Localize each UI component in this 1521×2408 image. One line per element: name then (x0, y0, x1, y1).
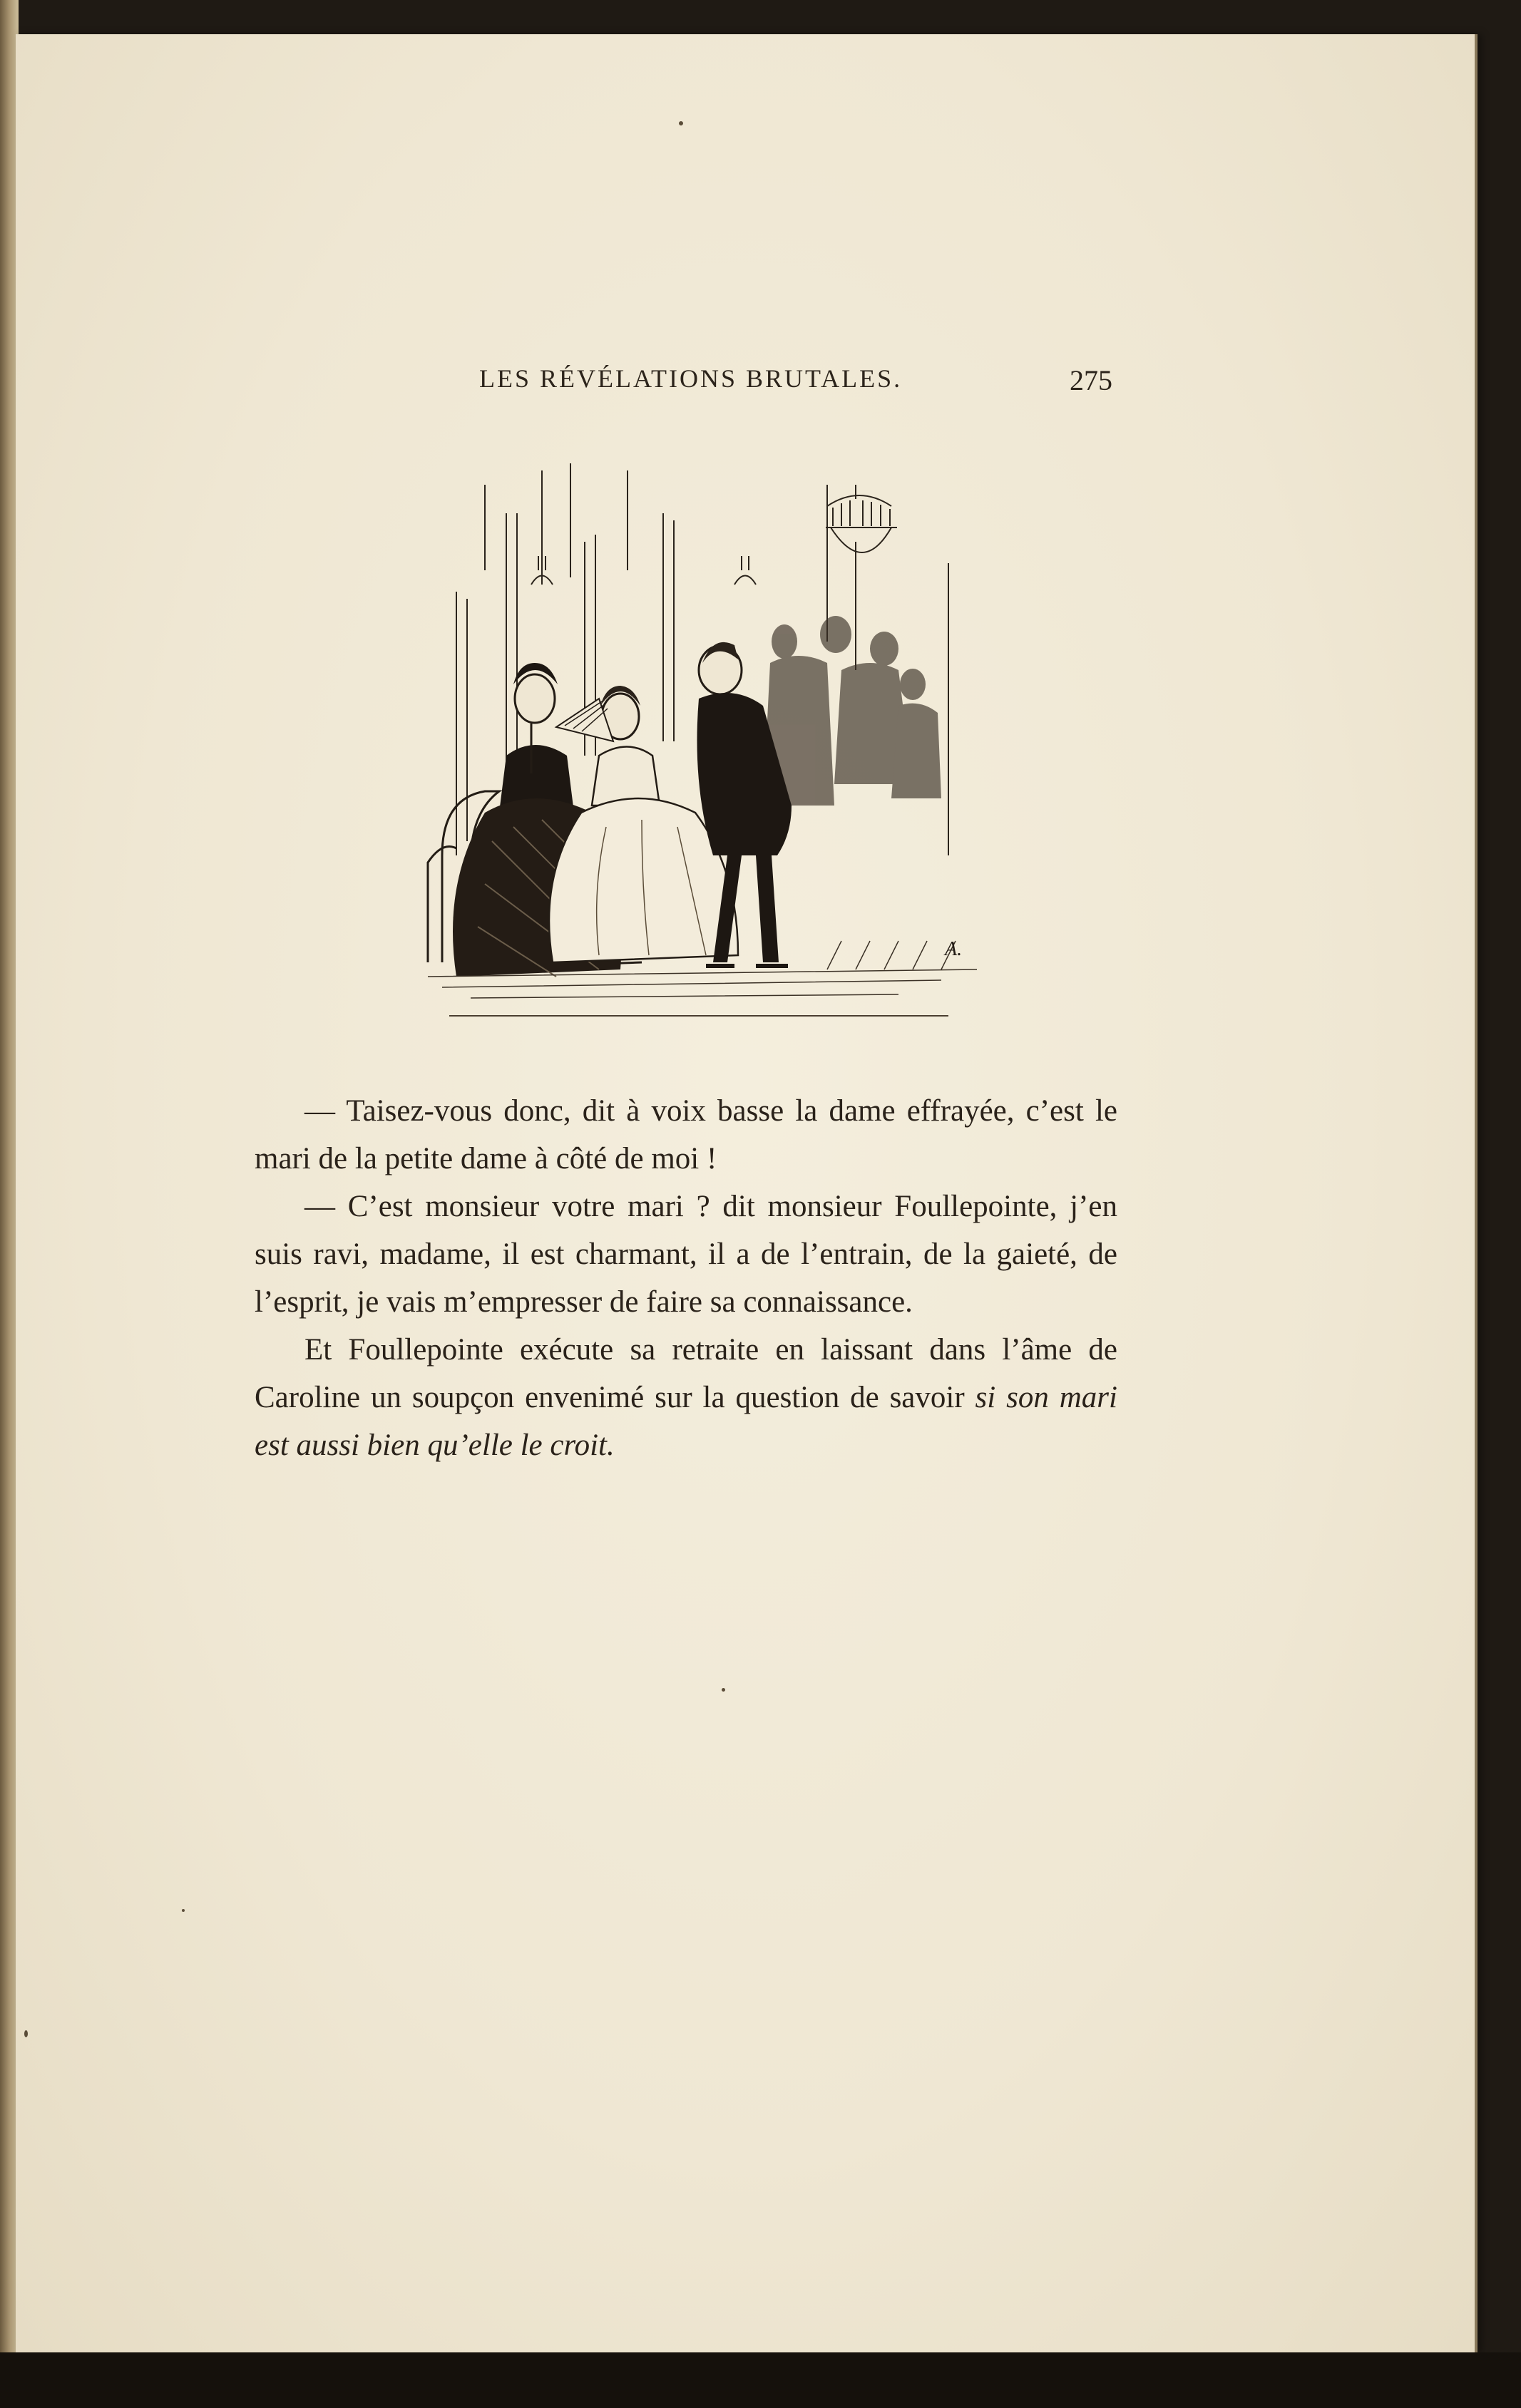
scan-bottom-band (0, 2352, 1521, 2408)
paragraph-3-italic: si son mari est aussi bien qu’elle le croit. (255, 1381, 1117, 1462)
paper-speck (722, 1688, 725, 1692)
page-number: 275 (1070, 364, 1112, 396)
paper-speck (24, 2030, 28, 2037)
running-head (0, 364, 1521, 406)
page-text (255, 1087, 1117, 1469)
paper-speck (182, 1909, 185, 1912)
paragraph-3-text: Et Foullepointe exécute sa retraite en laissant dans l’âme de Caroline un soupçon envenimé sur la question de savoir (255, 1333, 1117, 1414)
paragraph-1: — Taisez-vous donc, dit à voix basse la dame effrayée, c’est le mari de la petite dame à côté de moi ! (255, 1094, 1117, 1175)
engraving-illustration (399, 456, 991, 1034)
paper-speck (679, 121, 683, 125)
paragraph-3 (255, 1326, 1117, 1469)
artist-signature: A. (945, 938, 963, 960)
running-title: LES RÉVÉLATIONS BRUTALES. (479, 364, 903, 393)
paragraph-2: — C’est monsieur votre mari ? dit monsieur Foullepointe, j’en suis ravi, madame, il est charmant, il a de l’entrain, de la gaieté, de l’esprit, je vais m’empresser de faire sa connaissance. (255, 1190, 1117, 1319)
